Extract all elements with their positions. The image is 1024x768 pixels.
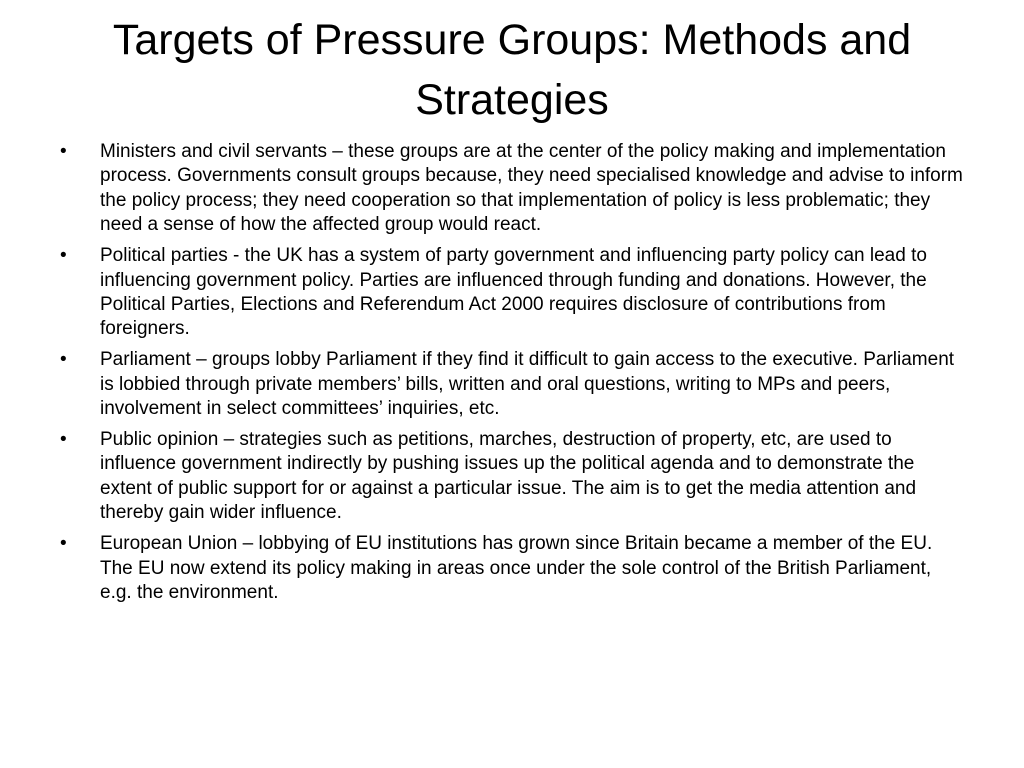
bullet-item-public-opinion <box>60 428 964 526</box>
bullet-icon: • <box>60 349 67 371</box>
bullet-text: Parliament – groups lobby Parliament if they find it difficult to gain access to the executive. Parliament is lobbied through private members’ bills, written and oral questions, writing to MPs and peers, involvement in select committees’ inquiries, etc. <box>100 349 955 420</box>
bullet-icon: • <box>60 141 67 162</box>
bullet-text: Ministers and civil servants – these groups are at the center of the policy making and implementation process. Governments consult groups because, they need specialised knowledge and advise to inform the policy process; they need cooperation so that implementation of policy is less problematic; they need a sense of how the affected group would react. <box>100 141 963 236</box>
bullet-item-parliament <box>60 348 964 421</box>
bullet-text: European Union – lobbying of EU institutions has grown since Britain became a member of the EU. The EU now extend its policy making in areas once under the sole control of the British Parliament, e.g. the environment. <box>100 533 933 603</box>
bullet-text: Public opinion – strategies such as petitions, marches, destruction of property, etc, are used to influence government indirectly by pushing issues up the political agenda and to demonstrate the extent of public support for or against a particular issue. The aim is to get the media attention and thereby gain wider influence. <box>100 428 917 524</box>
bullet-icon: • <box>60 533 67 555</box>
bullet-list <box>60 140 964 612</box>
slide-title: Targets of Pressure Groups: Methods and Strategies <box>112 16 912 124</box>
bullet-text: Political parties - the UK has a system of party government and influencing party policy can lead to influencing government policy. Parties are influenced through funding and donations. However, the Political Parties, Elections and Referendum Act 2000 requires disclosure of contributions from foreigners. <box>100 245 927 340</box>
bullet-item-political-parties <box>60 244 964 342</box>
bullet-icon: • <box>60 245 67 267</box>
bullet-item-ministers <box>60 140 964 238</box>
bullet-item-european-union <box>60 532 964 605</box>
bullet-icon: • <box>60 428 67 450</box>
